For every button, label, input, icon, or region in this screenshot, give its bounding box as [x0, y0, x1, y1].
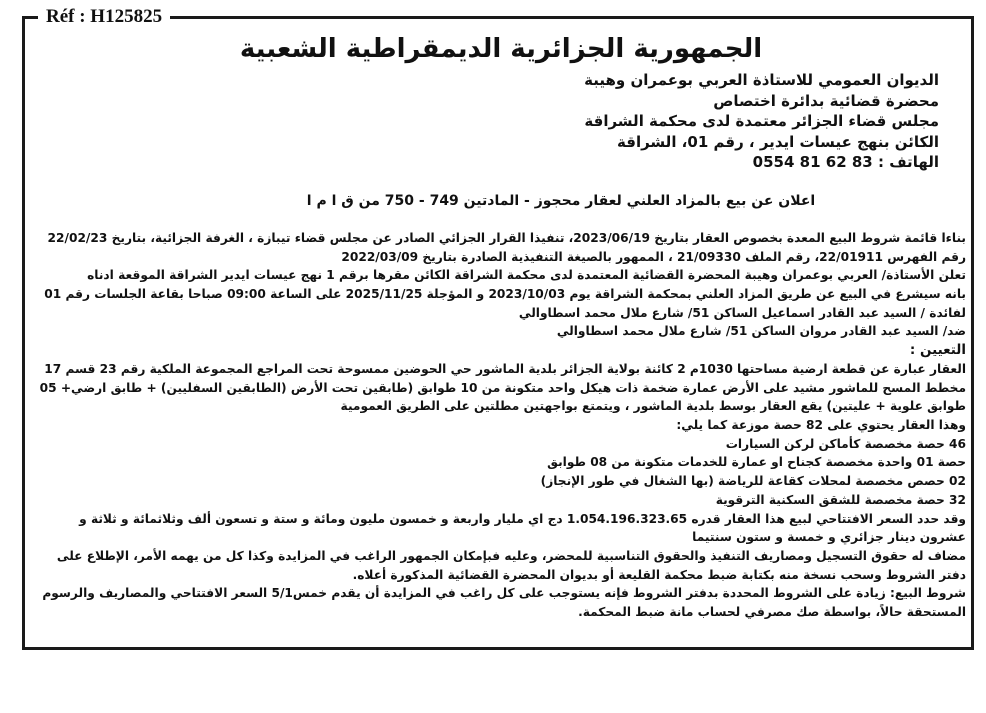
lot-item-services: حصة 01 واحدة مخصصة كجناح او عمارة للخدمات متكونة من 08 طوابق [547, 455, 966, 470]
section-heading-designation: التعيين : [909, 342, 966, 359]
office-phone: الهاتف : 83 62 81 0554 [752, 153, 939, 172]
paragraph-sale-date: بانه سيشرع في البيع عن طريق المزاد العلني بمحكمة الشراقة يوم 2023/10/03 و المؤجلة 2025/11/25 على الساعة 09:00 صباحا بقاعة الجلسات رقم 01 [44, 287, 966, 302]
paragraph-lots-intro: وهذا العقار يحتوي على 82 حصة موزعة كما يلي: [676, 418, 966, 432]
notice-content [36, 24, 966, 622]
lot-item-sports: 02 حصص مخصصة لمحلات كقاعة للرياضة (بها الشغال في طور الإنجاز) [540, 474, 966, 489]
office-court: مجلس قضاء الجزائر معتمدة لدى محكمة الشراقة [584, 112, 939, 131]
paragraph-fees: مضاف له حقوق التسجيل ومصاريف التنفيذ والحقوق التناسبية للمحضر، وعليه فبإمكان الجمهور الراغب في المزايدة وكذا كل من يهمه الأمر، الإطلاع على دفتر الشروط وسحب نسخة منه بكتابة ضبط محكمة القليعة أو بديوان المحضرة القضائية المذكورة أعلاه. [56, 548, 966, 582]
notice-body [36, 229, 966, 622]
office-address: الكائن بنهج عيسات ايدير ، رقم 01، الشراقة [617, 132, 939, 151]
office-header [36, 70, 939, 173]
republic-title: الجمهورية الجزائرية الديمقراطية الشعبية [239, 34, 763, 64]
office-name: الديوان العمومي للاستاذة العربي بوعمران وهيبة [584, 71, 939, 89]
office-role: محضرة قضائية بدائرة اختصاص [713, 91, 939, 110]
paragraph-beneficiary: لفائدة / السيد عبد القادر اسماعيل الساكن 51/ شارع ملال محمد اسطاوالي [518, 305, 966, 320]
paragraph-announcer: تعلن الأستاذة/ العربي بوعمران وهيبة المحضرة القضائية المعتمدة لدى محكمة الشراقة الكائن مقرها برقم 1 نهج عيسات ايدير الشراقة الموقعة ادناه [87, 268, 966, 283]
paragraph-basis: بناءا قائمة شروط البيع المعدة بخصوص العقار بتاريخ 2023/06/19، تنفيذا القرار الجزائي الصادر عن مجلس قضاء تيبازة ، الغرفة الجزائية، بتاريخ 22/02/23 رقم الفهرس 22/01911، رقم الملف 21/09330 ، الممهور بالصيغة التنفيذية الصادرة بتاريخ 2022/03/09 [47, 230, 966, 264]
paragraph-defendant: ضد/ السيد عبد القادر مروان الساكن 51/ شارع ملال محمد اسطاوالي [556, 324, 966, 339]
lot-item-parking: 46 حصة مخصصة كأماكن لركن السيارات [725, 436, 966, 451]
lot-item-apartments: 32 حصة مخصصة للشقق السكنية الترقوية [715, 492, 966, 507]
announcement-title: اعلان عن بيع بالمزاد العلني لعقار محجوز - المادتين 749 - 750 من ق ا م ا [306, 192, 816, 209]
paragraph-property-description: العقار عبارة عن قطعة ارضية مساحتها 1030م 2 كائنة بولاية الجزائر بلدية الماشور حي الحوضين ممسوحة تحت المراجع المجموعة الملكية رقم 23 قسم 17 مخطط المسح للماشور مشيد على الأرض عمارة ضخمة ذات هيكل واحد متكونة من 10 طوابق (طابقين تحت الأرض (الطابقين السفليين) + طابق ارضي+ 05 طوابق علوية + عليتين) يقع العقار بوسط بلدية الماشور ، ويتمتع بواجهتين مطلتين على الطريق العمومية [39, 361, 966, 414]
paragraph-opening-price: وقد حدد السعر الافتتاحي لبيع هذا العقار قدره 1.054.196.323.65 دج اي مليار واربعة و خمسون مليون ومائة و ستة و تسعون ألف وثلاثمائة و ثلاثة و عشرون دينار جزائري و خمسة و ستون سنتيما [79, 511, 966, 545]
paragraph-sale-conditions: شروط البيع: زيادة على الشروط المحددة بدفتر الشروط فإنه يستوجب على كل راغب في المزايدة أن يقدم خمس5/1 السعر الافتتاحي والمصاريف والرسوم المستحقة حالاً، بواسطة صك مصرفي لحساب مانة ضبط المحكمة. [42, 586, 966, 620]
reference-number: Réf : H125825 [38, 7, 170, 27]
